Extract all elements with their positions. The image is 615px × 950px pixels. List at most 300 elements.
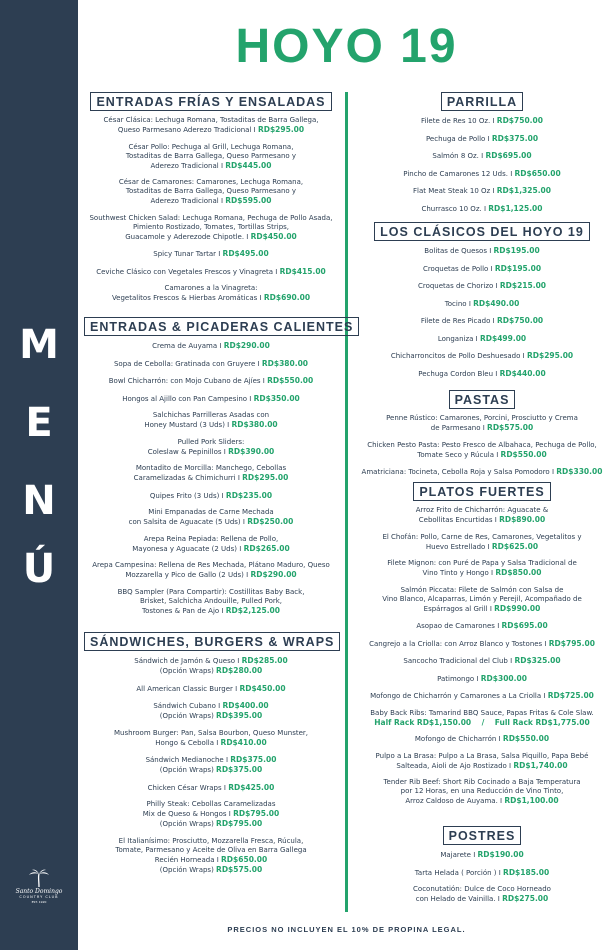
price-separator: I — [492, 187, 495, 195]
item-text: Ceviche Clásico con Vegetales Frescos y Vinagreta — [96, 267, 274, 276]
section-postres — [356, 826, 608, 912]
logo-subtitle: COUNTRY CLUB — [19, 895, 59, 899]
item-price: RD$295.00 — [526, 351, 574, 360]
menu-item — [356, 709, 608, 727]
price-separator: I — [544, 639, 547, 648]
price-separator: I — [221, 606, 224, 615]
item-price: RD$650.00 — [514, 168, 561, 178]
palm-tree-icon — [28, 868, 50, 888]
menu-item — [356, 868, 608, 878]
item-text: Caramelizadas & Chimichurri — [133, 474, 236, 482]
item-price: RD$795.00 — [233, 809, 280, 818]
item-text: Mix de Queso & Hongos — [142, 810, 227, 818]
price-separator: I — [496, 450, 499, 459]
price-separator: I — [487, 542, 490, 551]
price-separator: I — [253, 126, 256, 134]
item-text: Hongo & Cebolla — [155, 738, 214, 747]
item-text: Recién Horneada — [154, 855, 215, 864]
item-text: Filete Mignon: con Puré de Papa y Salsa Tradicional de — [387, 559, 577, 567]
menu-item — [356, 186, 608, 196]
price-separator: I — [223, 447, 226, 456]
item-price: RD$330.00 — [556, 467, 603, 476]
menu-item — [356, 734, 608, 744]
menu-item — [356, 369, 608, 379]
section-header: ENTRADAS FRÍAS Y ENSALADAS — [90, 92, 331, 111]
menu-item — [356, 778, 608, 806]
price-separator: I — [490, 264, 493, 273]
menu-item — [84, 376, 338, 386]
item-text: Hongos al Ajillo con Pan Campesino — [122, 394, 248, 403]
item-text: César de Camarones: Camarones, Lechuga Romana, — [118, 178, 304, 186]
item-text: Queso Parmesano Aderezo Tradicional — [117, 126, 252, 134]
item-text: Penne Rústico: Camarones, Porcini, Prosciutto y Crema — [386, 414, 578, 422]
price-separator: I — [223, 783, 226, 792]
item-text: Amatriciana: Tocineta, Cebolla Roja y Salsa Pomodoro — [361, 468, 550, 476]
price-separator: I — [218, 250, 221, 258]
menu-item — [84, 684, 338, 694]
price-separator: I — [468, 299, 471, 308]
item-text: Bowl Chicharrón: con Mojo Cubano de Ajíes — [108, 377, 261, 385]
price-separator: I — [481, 152, 484, 160]
item-text: Honey Mustard (3 Uds) — [144, 421, 225, 429]
item-text: Pimiento Rostizado, Tomates, Tortillas Strips, — [132, 222, 290, 231]
price-separator: I — [491, 569, 494, 577]
item-text: Camarones a la Vinagreta: — [164, 284, 258, 292]
item-text: Tomate Seco y Rúcula — [417, 450, 494, 459]
item-text: Mini Empanadas de Carne Mechada — [148, 508, 274, 516]
item-text: Mofongo de Chicharrón — [414, 735, 497, 743]
column-divider — [345, 92, 348, 912]
item-text: Sancocho Tradicional del Club — [403, 657, 508, 665]
item-text: All American Classic Burger — [136, 684, 233, 693]
menu-item — [356, 334, 608, 344]
item-price: RD$410.00 — [220, 737, 267, 747]
price-separator: I — [522, 352, 525, 360]
wrap-option-price: RD$575.00 — [216, 864, 263, 874]
item-text: Croquetas de Chorizo — [417, 282, 494, 290]
club-logo — [8, 868, 70, 904]
item-price: RD$550.00 — [267, 376, 314, 385]
item-text: César Clásica: Lechuga Romana, Tostaditas de Barra Gallega, — [103, 116, 319, 124]
section-entradas-frias — [84, 92, 338, 311]
menu-item — [84, 116, 338, 135]
item-text: Longaniza — [437, 334, 474, 343]
item-text: Sándwich Medianoche — [145, 756, 224, 764]
price-separator: I — [473, 851, 476, 859]
item-text: Salteada, Aioli de Ajo Rostizado — [396, 761, 507, 770]
item-price: RD$625.00 — [491, 541, 539, 551]
item-price: RD$650.00 — [221, 854, 268, 864]
item-price: RD$325.00 — [514, 656, 561, 665]
footer-note: PRECIOS NO INCLUYEN EL 10% DE PROPINA LEGAL. — [227, 925, 466, 934]
item-text: Philly Steak: Cebollas Caramelizadas — [146, 800, 276, 808]
price-separator: I — [495, 369, 498, 378]
price-separator: I — [492, 317, 495, 325]
price-separator: I — [235, 684, 238, 693]
item-text: Bolitas de Quesos — [424, 247, 487, 255]
menu-item — [356, 621, 608, 631]
menu-item — [84, 588, 338, 616]
section-header: SÁNDWICHES, BURGERS & WRAPS — [84, 632, 340, 651]
item-price: RD$750.00 — [496, 116, 543, 125]
price-separator: I — [498, 735, 501, 743]
wrap-option-price: RD$795.00 — [216, 819, 263, 828]
price-separator: I — [216, 738, 219, 747]
item-text: Cangrejo a la Criolla: con Arroz Blanco y Tostones — [369, 639, 543, 648]
price-separator: I — [489, 247, 492, 255]
item-price: RD$300.00 — [480, 673, 527, 683]
menu-item — [356, 134, 608, 144]
price-separator: I — [500, 797, 503, 805]
price-separator: I — [218, 702, 221, 710]
item-price: RD$295.00 — [242, 473, 289, 482]
wrap-option-label: (Opción Wraps) — [159, 865, 214, 874]
item-text: Sándwich Cubano — [153, 702, 216, 710]
menu-item — [84, 656, 338, 676]
item-text: Guacamole y Aderezode Chipotle. — [125, 232, 245, 241]
item-price: RD$295.00 — [257, 125, 305, 134]
menu-item — [356, 414, 608, 433]
item-price: RD$550.00 — [502, 734, 550, 743]
menu-item — [84, 178, 338, 206]
item-text: Vegetalitos Frescos & Hierbas Aromáticas — [111, 294, 258, 302]
item-text: Croquetas de Pollo — [422, 264, 489, 273]
menu-letter-m: M — [19, 322, 59, 368]
item-text: Vino Tinto y Hongo — [422, 569, 489, 577]
item-text: Quipes Frito (3 Uds) — [149, 491, 220, 500]
price-separator: I — [494, 516, 497, 524]
wrap-option-price: RD$280.00 — [216, 666, 263, 675]
item-price: RD$350.00 — [253, 393, 300, 403]
menu-item — [84, 267, 338, 277]
item-text: Coleslaw & Pepinillos — [147, 447, 222, 456]
item-price: RD$275.00 — [502, 894, 549, 903]
item-price: RD$795.00 — [548, 638, 595, 648]
item-text: Coconutatión: Dulce de Coco Horneado — [413, 885, 551, 893]
item-text: Arroz Caldoso de Auyama. — [405, 797, 498, 805]
item-price: RD$375.00 — [491, 133, 539, 143]
price-separator: I — [239, 544, 242, 553]
item-text: BBQ Sampler (Para Compartir): Costillitas Baby Back, — [117, 587, 305, 596]
item-text: Patimongo — [437, 674, 475, 683]
item-price: RD$695.00 — [501, 621, 548, 630]
item-price: RD$490.00 — [473, 298, 520, 308]
sidebar — [0, 0, 78, 950]
price-separator: I — [221, 491, 224, 500]
item-text: Mayonesa y Aguacate (2 Uds) — [132, 544, 238, 553]
item-text: Churrasco 10 Oz. — [421, 204, 482, 213]
item-text: Sándwich de Jamón & Queso — [134, 657, 236, 665]
item-price: RD$1,325.00 — [496, 186, 551, 195]
item-price: RD$550.00 — [500, 449, 547, 459]
item-text: Tostones & Pan de Ajo — [142, 606, 220, 615]
menu-item — [84, 214, 338, 242]
item-text: Filete de Res Picado — [420, 317, 491, 325]
wrap-option-label: (Opción Wraps) — [159, 766, 214, 774]
menu-item — [84, 755, 338, 775]
item-price: RD$185.00 — [503, 867, 550, 877]
price-separator: I — [476, 674, 479, 683]
menu-item — [356, 850, 608, 860]
menu-item — [84, 341, 338, 351]
menu-item — [356, 204, 608, 214]
price-separator: I — [237, 474, 240, 482]
item-text: Aderezo Tradicional — [150, 161, 219, 170]
wrap-option-label: (Opción Wraps) — [159, 820, 214, 828]
item-price: RD$2,125.00 — [225, 605, 280, 615]
price-separator: I — [237, 657, 240, 665]
menu-item — [84, 438, 338, 457]
item-text: Chicken César Wraps — [147, 783, 222, 792]
item-price: RD$285.00 — [241, 656, 288, 665]
price-separator: I — [262, 377, 265, 385]
price-separator: I — [495, 282, 498, 290]
section-clasicos — [356, 222, 608, 386]
item-text: Flat Meat Steak 10 Oz — [413, 187, 491, 195]
item-price: RD$235.00 — [225, 490, 273, 500]
menu-item — [84, 561, 338, 580]
menu-item — [356, 885, 608, 904]
menu-item — [84, 800, 338, 829]
menu-item — [356, 151, 608, 161]
section-parrilla — [356, 92, 608, 221]
price-separator: I — [220, 161, 224, 170]
item-text: Pechuga Cordon Bleu — [418, 369, 494, 378]
price-separator: I — [220, 197, 224, 205]
price-separator: I — [475, 334, 478, 343]
item-text: El Italianísimo: Prosciutto, Mozzarella Fresca, Rúcula, — [118, 836, 304, 845]
item-text: Tostaditas de Barra Gallega, Queso Parmesano y — [125, 187, 297, 195]
section-platos-fuertes — [356, 482, 608, 814]
wrap-option-price: RD$395.00 — [216, 711, 263, 720]
section-header: ENTRADAS & PICADERAS CALIENTES — [84, 317, 359, 336]
menu-item — [356, 506, 608, 525]
menu-item — [356, 559, 608, 578]
menu-letter-e: E — [25, 400, 53, 446]
item-price: RD$440.00 — [499, 368, 546, 378]
item-text: Majarete — [440, 851, 471, 859]
menu-item — [356, 316, 608, 326]
item-price: RD$425.00 — [228, 782, 275, 792]
item-text: Southwest Chicken Salad: Lechuga Romana, Pechuga de Pollo Asada, — [89, 213, 333, 222]
section-pastas — [356, 390, 608, 485]
item-price: RD$290.00 — [250, 570, 297, 579]
item-text: Pechuga de Pollo — [425, 134, 486, 143]
section-header: PASTAS — [449, 390, 516, 409]
menu-item — [84, 394, 338, 404]
price-separator: I — [259, 294, 262, 302]
price-separator: I — [242, 518, 245, 526]
price-separator: I — [543, 692, 546, 700]
item-text: Pulled Pork Sliders: — [177, 437, 245, 446]
item-price: RD$1,100.00 — [504, 796, 559, 805]
item-price: RD$380.00 — [231, 420, 278, 429]
item-text: por 12 Horas, en una Reducción de Vino Tinto, — [400, 787, 564, 795]
item-text: Baby Back Ribs: Tamarind BBQ Sauce, Papas Fritas & Cole Slaw. — [370, 708, 594, 717]
menu-item — [84, 464, 338, 483]
item-text: Brisket, Salchicha Andouille, Pulled Pork, — [139, 596, 283, 605]
item-price: RD$850.00 — [495, 568, 542, 577]
item-text: Vino Blanco, Alcaparras, Limón y Perejil, Acompañado de — [382, 594, 582, 603]
item-price: RD$890.00 — [499, 515, 546, 524]
price-separator: I — [509, 761, 512, 770]
menu-item — [356, 299, 608, 309]
price-separator: I — [225, 756, 229, 764]
price-separator: I — [228, 810, 231, 818]
menu-item — [356, 116, 608, 126]
item-price: RD$990.00 — [494, 603, 541, 613]
menu-item — [356, 752, 608, 771]
menu-item — [356, 264, 608, 274]
menu-item — [84, 729, 338, 748]
item-text: Montadito de Morcilla: Manchego, Cebollas — [135, 464, 287, 472]
menu-item — [84, 535, 338, 554]
item-text: Tocino — [444, 299, 467, 308]
menu-item — [356, 281, 608, 291]
menu-item — [356, 639, 608, 649]
menu-item — [356, 586, 608, 614]
wrap-option-price: RD$375.00 — [216, 765, 263, 774]
menu-item — [84, 837, 338, 875]
price-separator: I — [246, 232, 249, 241]
item-text: Asopao de Camarones — [416, 622, 495, 630]
item-price: RD$575.00 — [487, 423, 534, 432]
item-text: Tarta Helada ( Porción ) — [414, 868, 497, 877]
item-text: Tender Rib Beef: Short Rib Cocinado a Baja Temperatura — [383, 778, 581, 786]
section-header: POSTRES — [443, 826, 522, 845]
item-text: Arroz Frito de Chicharrón: Aguacate & — [415, 506, 549, 514]
price-separator: I — [275, 267, 278, 276]
item-price: RD$250.00 — [247, 517, 294, 526]
item-text: Chicken Pesto Pasta: Pesto Fresco de Albahaca, Pechuga de Pollo, — [367, 440, 597, 449]
item-price: RD$690.00 — [263, 293, 311, 302]
price-separator: I — [483, 204, 487, 213]
item-text: Pulpo a La Brasa: Pulpo a La Brasa, Salsa Piquillo, Papa Bebé — [375, 751, 589, 760]
item-price: RD$265.00 — [243, 543, 290, 553]
price-separator: I — [487, 134, 490, 143]
menu-item — [84, 284, 338, 303]
price-separator: I — [249, 394, 252, 403]
item-text: con Salsita de Aguacate (5 Uds) — [128, 518, 241, 526]
section-entradas-calientes — [84, 317, 354, 623]
menu-item — [356, 246, 608, 256]
item-price: RD$380.00 — [261, 358, 309, 368]
item-price: RD$595.00 — [225, 196, 272, 205]
item-text: Sopa de Cebolla: Gratinada con Gruyere — [113, 359, 256, 368]
section-header: PLATOS FUERTES — [413, 482, 550, 501]
menu-item — [84, 359, 338, 369]
item-text: Tostaditas de Barra Gallega, Queso Parmesano y — [125, 151, 297, 160]
logo-script: Santo Domingo — [15, 888, 63, 895]
logo-established: EST. 1920 — [31, 900, 47, 904]
item-price: RD$495.00 — [222, 249, 269, 258]
item-price: RD$400.00 — [222, 701, 269, 710]
item-price: RD$290.00 — [223, 341, 270, 350]
item-text: Filete de Res 10 Oz. — [421, 117, 491, 125]
item-text: Huevo Estrellado — [425, 542, 486, 551]
wrap-option-label: (Opción Wraps) — [159, 712, 214, 720]
item-price: RD$375.00 — [230, 755, 277, 764]
menu-item — [356, 533, 608, 552]
item-price: RD$445.00 — [225, 160, 272, 170]
item-text: de Parmesano — [430, 424, 481, 432]
item-price: RD$750.00 — [496, 316, 544, 325]
item-text: Mozzarella y Pico de Gallo (2 Uds) — [125, 571, 244, 579]
item-text: Salchichas Parrilleras Asadas con — [152, 411, 270, 419]
item-text: con Helado de Vainilla. — [415, 895, 496, 903]
price-separator: I — [227, 421, 230, 429]
item-price: RD$725.00 — [547, 691, 594, 700]
item-text: Arepa Reina Pepiada: Rellena de Pollo, — [143, 534, 279, 543]
menu-item — [356, 674, 608, 684]
item-text: Spicy Tunar Tartar — [153, 250, 216, 258]
menu-item — [356, 169, 608, 179]
menu-item — [84, 491, 338, 501]
menu-item — [84, 701, 338, 721]
price-separator: I — [489, 604, 492, 613]
item-text: César Pollo: Pechuga al Grill, Lechuga Romana, — [128, 142, 294, 151]
item-price: RD$195.00 — [493, 246, 540, 255]
menu-letter-n: N — [22, 478, 56, 524]
price-separator: I — [497, 622, 500, 630]
item-price: RD$195.00 — [494, 263, 542, 273]
menu-item — [356, 467, 608, 477]
section-sandwiches — [84, 632, 338, 882]
item-price: RD$190.00 — [477, 850, 524, 859]
item-text: Cebollitas Encurtidas — [418, 516, 493, 524]
rack-prices: Half Rack RD$1,150.00 / Full Rack RD$1,775.00 — [374, 717, 590, 727]
menu-letter-u: Ú — [22, 546, 56, 592]
price-separator: I — [219, 342, 222, 350]
item-price: RD$1,125.00 — [488, 203, 543, 213]
menu-item — [84, 143, 338, 171]
price-separator: I — [498, 868, 501, 877]
menu-item — [84, 411, 338, 430]
price-separator: I — [482, 424, 485, 432]
price-separator: I — [257, 359, 260, 368]
item-text: Salmón 8 Oz. — [432, 152, 479, 160]
page-title: HOYO 19 — [235, 20, 458, 73]
price-separator: I — [492, 117, 495, 125]
item-text: El Chofán: Pollo, Carne de Res, Camarones, Vegetalitos y — [382, 532, 582, 541]
item-text: Chicharroncitos de Pollo Deshuesado — [390, 352, 521, 360]
menu-item — [84, 783, 338, 793]
item-price: RD$415.00 — [279, 266, 326, 276]
item-text: Tomate, Parmesano y Aceite de Oliva en Barra Gallega — [115, 845, 307, 854]
menu-item — [84, 508, 338, 527]
item-price: RD$450.00 — [250, 231, 297, 241]
price-separator: I — [510, 657, 513, 665]
item-price: RD$215.00 — [499, 281, 547, 290]
menu-item — [356, 691, 608, 701]
item-price: RD$450.00 — [239, 683, 286, 693]
item-text: Salmón Piccata: Filete de Salmón con Salsa de — [400, 585, 564, 594]
item-price: RD$390.00 — [228, 446, 275, 456]
section-header: PARRILLA — [441, 92, 523, 111]
menu-item — [356, 656, 608, 666]
menu-item — [356, 441, 608, 460]
price-separator: I — [497, 895, 500, 903]
item-price: RD$695.00 — [485, 151, 532, 160]
price-separator: I — [510, 169, 513, 178]
item-price: RD$499.00 — [479, 333, 527, 343]
price-separator: I — [246, 571, 249, 579]
item-text: Mushroom Burger: Pan, Salsa Bourbon, Queso Munster, — [113, 728, 309, 737]
section-header: LOS CLÁSICOS DEL HOYO 19 — [374, 222, 590, 241]
menu-item — [356, 351, 608, 361]
price-separator: I — [216, 855, 219, 864]
item-price: RD$1,740.00 — [513, 760, 568, 770]
